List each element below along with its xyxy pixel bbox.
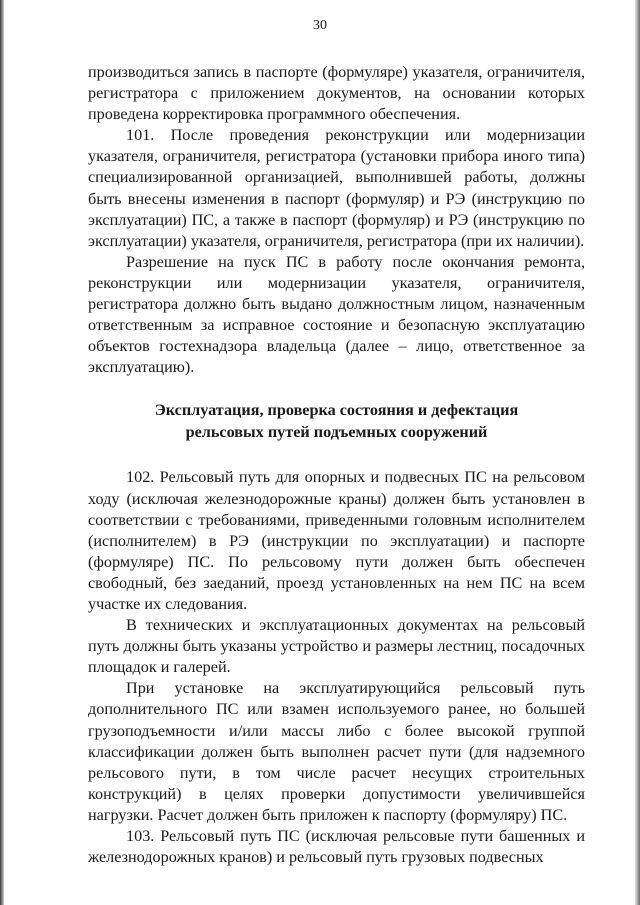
paragraph-documents: В технических и эксплуатационных документах на рельсовый путь должны быть указаны устройство и размеры лестниц, посадочных площадок и галерей. — [88, 616, 585, 677]
paragraph-installation: При установке на эксплуатирующийся рельсовый путь дополнительного ПС или взамен используемого ранее, но большей грузоподъемности и/или массы либо с более высокой группой классификации должен быть выполнен расчет пути (для надземного рельсового пути, в том числе расчет несущих строительных конструкций) в целях проверки допустимости увеличившейся нагрузки. Расчет должен быть приложен к паспорту (формуляру) ПС. — [88, 679, 585, 824]
paragraph-101: 101. После проведения реконструкции или модернизации указателя, ограничителя, регистратора (установки прибора иного типа) специализированной организацией, выполнившей работы, должны быть внесены изменения в паспорт (формуляр) и РЭ (инструкцию по эксплуатации) ПС, а также в паспорт (формуляр) и РЭ (инструкцию по эксплуатации) указателя, ограничителя, регистратора (при их наличии). — [88, 126, 585, 250]
scan-edge-left — [0, 0, 4, 905]
paragraph-102: 102. Рельсовый путь для опорных и подвесных ПС на рельсовом ходу (исключая железнодорожные краны) должен быть установлен в соответствии с требованиями, приведенными головным исполнителем (исполнителем) в РЭ (инструкции по эксплуатации) и паспорте (формуляре) ПС. По рельсовому пути должен быть обеспечен свободный, без заеданий, проезд установленных на нем ПС на всем участке их следования. — [88, 468, 585, 613]
document-body — [88, 62, 585, 868]
paragraph-103: 103. Рельсовый путь ПС (исключая рельсовые пути башенных и железнодорожных кранов) и рельсовый путь грузовых подвесных — [88, 827, 585, 867]
paragraph-start-permission: Разрешение на пуск ПС в работу после окончания ремонта, реконструкции или модернизации указателя, ограничителя, регистратора должно быть выдано должностным лицом, назначенным ответственным за исправное состояние и безопасную эксплуатацию объектов гостехнадзора владельца (далее – лицо, ответственное за эксплуатацию). — [88, 252, 585, 377]
page-number: 30 — [313, 18, 327, 33]
section-heading-line-2: рельсовых путей подъемных сооружений — [185, 422, 488, 441]
section-heading — [88, 400, 585, 443]
paragraph-continuation: производиться запись в паспорте (формуляре) указателя, ограничителя, регистратора с приложением документов, на основании которых проведена корректировка программного обеспечения. — [88, 63, 585, 124]
scan-edge-right — [635, 0, 640, 905]
section-heading-line-1: Эксплуатация, проверка состояния и дефектация — [154, 401, 519, 420]
